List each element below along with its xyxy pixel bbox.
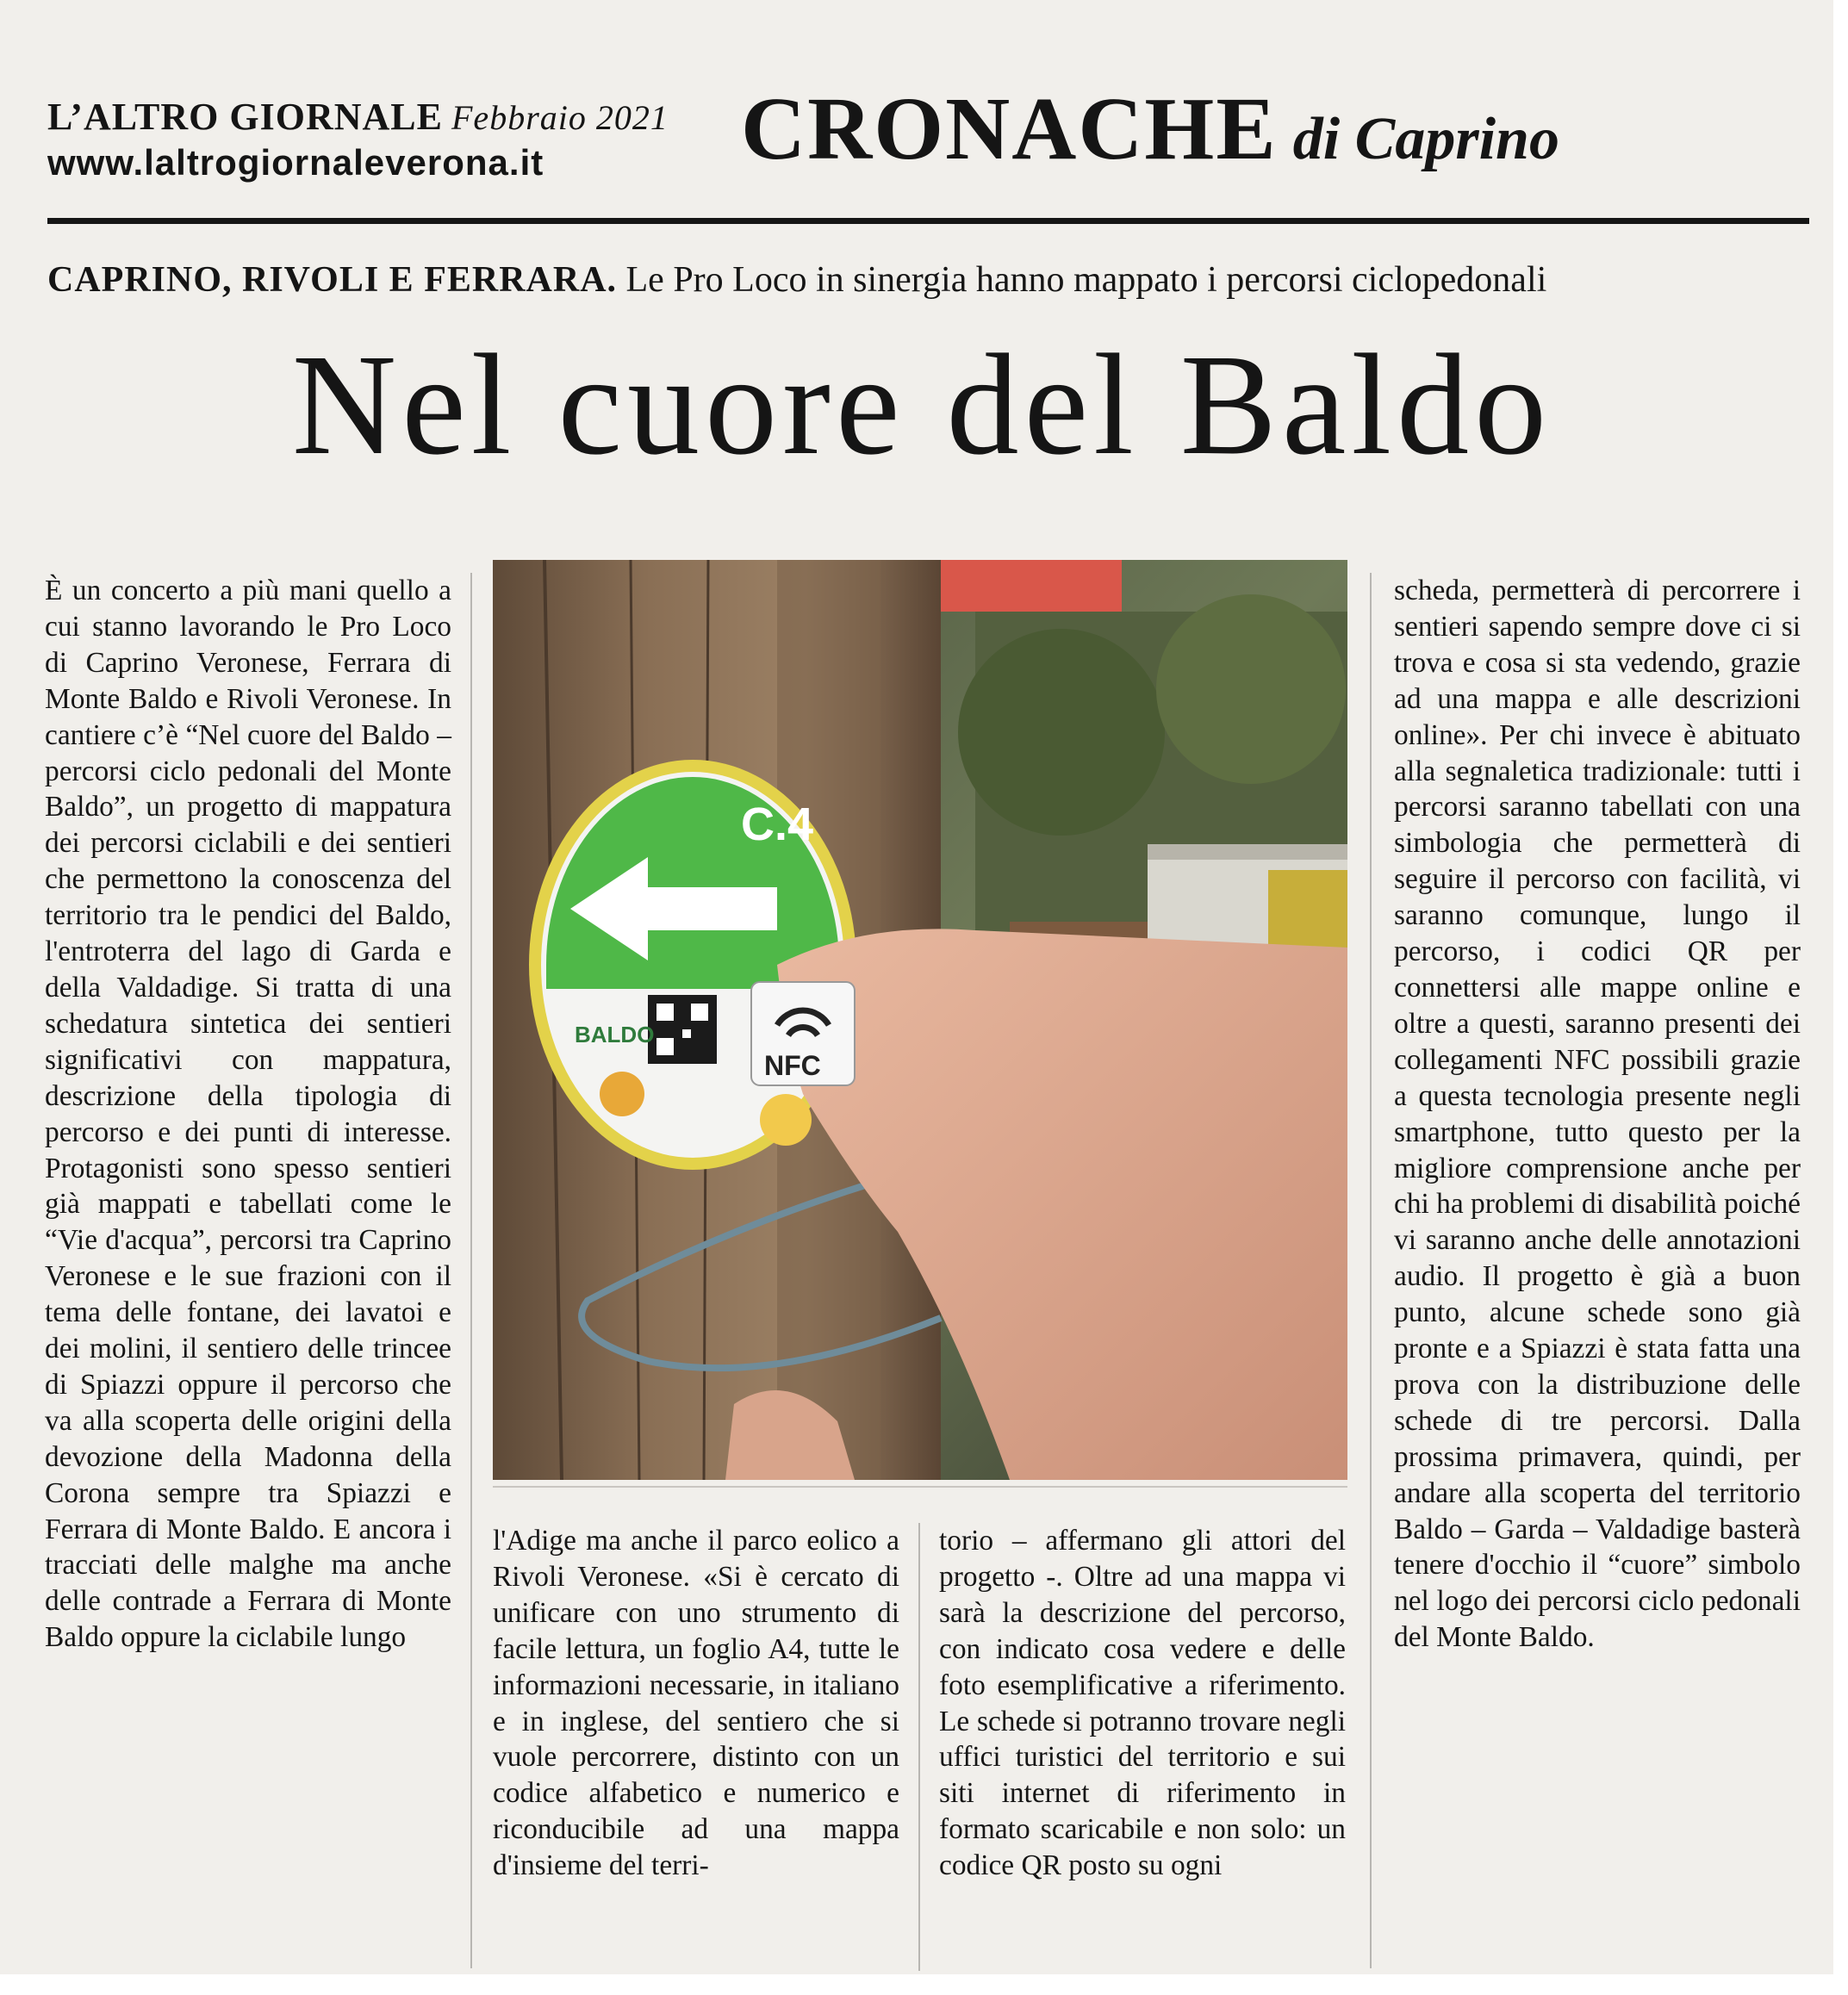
page-edge-bottom	[0, 1974, 1848, 1995]
masthead-left	[47, 96, 669, 187]
article-kicker	[47, 258, 1796, 301]
photo-caption-rule	[493, 1486, 1347, 1488]
article-headline: Nel cuore del Baldo	[291, 325, 1552, 485]
sign-code: C.4	[741, 799, 814, 850]
kicker-lead: CAPRINO, RIVOLI E FERRARA.	[47, 260, 618, 300]
section-title	[741, 79, 1559, 178]
trail-sign-photo	[493, 560, 1347, 1480]
column-divider	[1370, 573, 1372, 1968]
website-url: www.laltrogiornaleverona.it	[47, 142, 544, 183]
section-main: CRONACHE	[741, 79, 1278, 178]
article-column-4	[1394, 573, 1801, 1968]
column-2-text: l'Adige ma anche il parco eolico a Rivoli Veronese. «Si è cercato di unificare con uno strumento di facile lettura, un foglio A4, tutte le informazioni necessarie, in italiano e in inglese, del sentiero che si vuole percorrere, distinto con un codice alfabetico e numerico e riconducibile ad una mappa d'insieme del terri-	[493, 1525, 899, 1882]
issue-date: Febbraio 2021	[451, 98, 669, 137]
kicker-rest: Le Pro Loco in sinergia hanno mappato i percorsi ciclopedonali	[617, 260, 1547, 300]
article-column-2	[493, 1523, 899, 1971]
article-column-1	[45, 573, 451, 1968]
article-column-3	[939, 1523, 1346, 1971]
column-4-text: scheda, permetterà di percorrere i sentieri sapendo sempre dove ci si trova e cosa si sta vedendo, grazie ad una mappa e alle descrizioni online». Per chi invece è abituato alla segnaletica tradizionale: tutti i percorsi saranno tabellati con una simbologia che permetterà di seguire il percorso con facilità, vi saranno comunque, lungo il percorso, i codici QR per connettersi alle mappe online e oltre a questi, saranno presenti dei collegamenti NFC possibili grazie a questa tecnologia presente negli smartphone, tutto questo per la migliore comprensione anche per chi ha problemi di disabilità poiché vi saranno anche delle annotazioni audio. Il progetto è già a buon punto, alcune schede sono già pronte e a Spiazzi è stata fatta una prova con la distribuzione delle schede di tre percorsi. Dalla prossima primavera, quindi, per andare alla scoperta del territorio Baldo – Garda – Valdadige basterà tenere d'occhio il “cuore” simbolo nel logo dei percorsi ciclo pedonali del Monte Baldo.	[1394, 575, 1801, 1654]
section-sub: di Caprino	[1292, 106, 1559, 172]
nfc-label: NFC	[764, 1050, 821, 1081]
column-divider	[918, 1523, 920, 1971]
column-1-text: È un concerto a più mani quello a cui stanno lavorando le Pro Loco di Caprino Veronese, Ferrara di Monte Baldo e Rivoli Veronese. In cantiere c’è “Nel cuore del Baldo – percorsi ciclo pedonali del Monte Baldo”, un progetto di mappatura dei percorsi ciclabili e dei sentieri che permettono la conoscenza del territorio tra le pendici del Baldo, l'entroterra del lago di Garda e della Valdadige. Si tratta di una schedatura sintetica dei sentieri significativi con mappatura, descrizione della tipologia di percorso e dei punti di interesse. Protagonisti sono spesso sentieri già mappati e tabellati come le “Vie d'acqua”, percorsi tra Caprino Veronese e le sue frazioni con il tema delle fontane, dei lavatoi e dei molini, il sentiero delle trincee di Spiazzi oppure il percorso che va alla scoperta delle origini della devozione della Madonna della Corona sempre tra Spiazzi e Ferrara di Monte Baldo. E ancora i tracciati delle malghe ma anche delle contrade a Ferrara di Monte Baldo oppure la ciclabile lungo	[45, 575, 451, 1654]
column-3-text: torio – affermano gli attori del progetto -. Oltre ad una mappa vi sarà la descrizione del percorso, con indicato cosa vedere e delle foto esemplificative a riferimento. Le schede si potranno trovare negli uffici turistici del territorio e sui siti internet di riferimento in formato scaricabile e non solo: un codice QR posto su ogni	[939, 1525, 1346, 1882]
sign-logo-text: BALDO	[575, 1022, 655, 1047]
page-edge-right	[1833, 0, 1848, 1995]
masthead-rule	[47, 218, 1809, 224]
paper-name: L’ALTRO GIORNALE	[47, 96, 443, 138]
article-photo	[493, 560, 1347, 1480]
column-divider	[470, 573, 472, 1968]
paper-name-line	[47, 96, 669, 139]
